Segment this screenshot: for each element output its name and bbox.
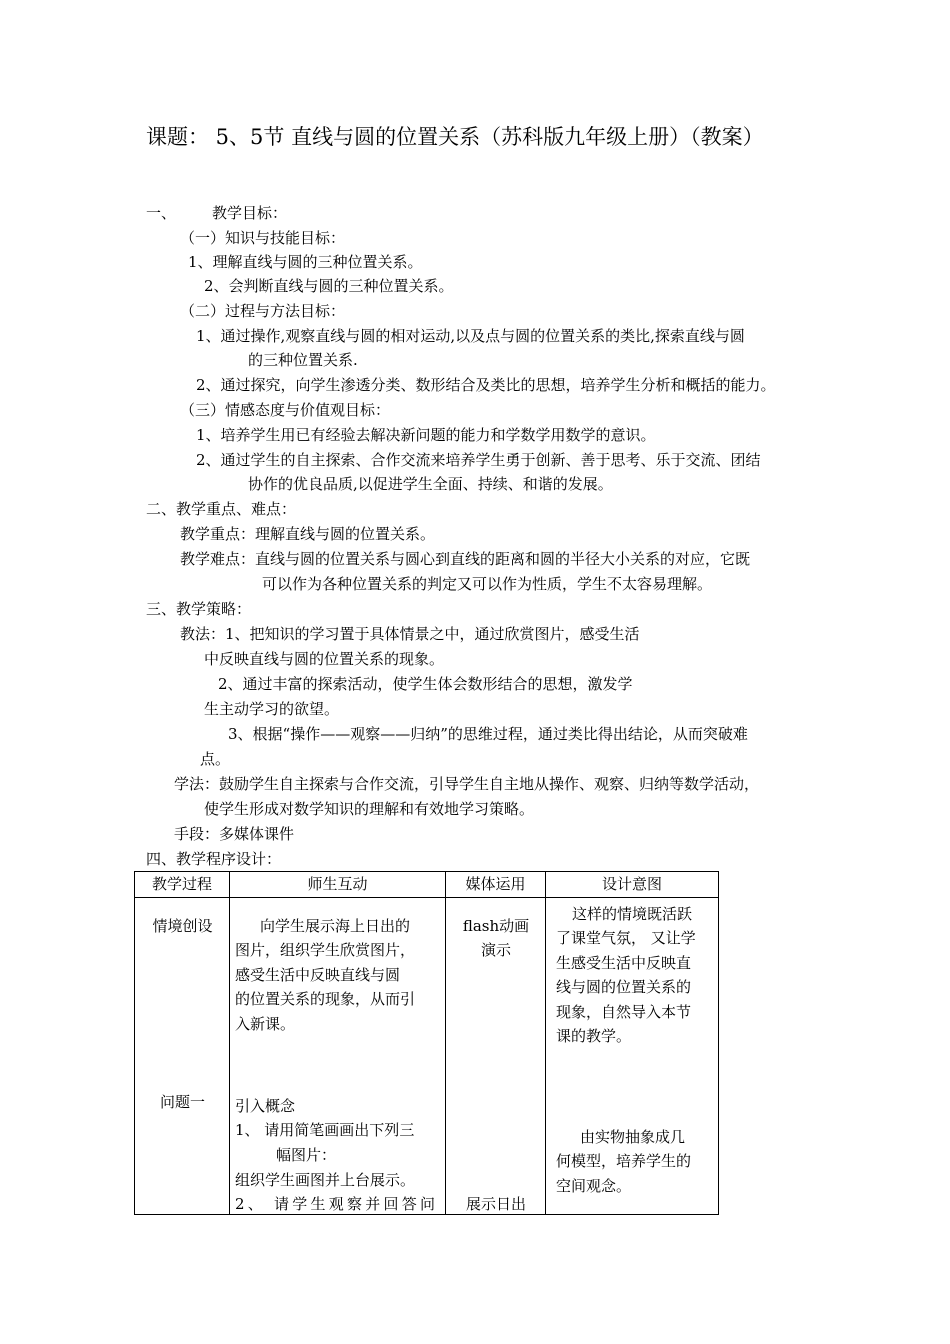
lesson-procedure-table — [134, 871, 719, 1215]
learning-method-line2: 使学生形成对数学知识的理解和有效地学习策略。 — [204, 800, 535, 818]
intent-p1-line2: 了课堂气氛， 又让学 — [556, 929, 696, 947]
media-sunrise: 展示日出 — [465, 1195, 526, 1213]
interaction-p2-line5: 2、 请学生观察并回答问 — [235, 1195, 435, 1213]
intent-p1-line1: 这样的情境既活跃 — [572, 905, 693, 923]
section-2-heading: 二、教学重点、难点： — [146, 500, 297, 518]
intent-p1-line5: 现象，自然导入本节 — [556, 1003, 692, 1021]
interaction-cell — [230, 898, 445, 1214]
difficulty-line2: 可以作为各种位置关系的判定又可以作为性质，学生不太容易理解。 — [262, 575, 713, 593]
process-cell — [135, 898, 229, 1214]
interaction-p2-line3: 幅图片： — [276, 1146, 337, 1164]
emotion-item-2-line1: 2、通过学生的自主探索、合作交流来培养学生勇于创新、善于思考、乐于交流、团结 — [196, 451, 761, 469]
interaction-p1-line3: 感受生活中反映直线与圆 — [235, 966, 401, 984]
media-cell — [446, 898, 545, 1214]
intent-p2-line2: 何模型，培养学生的 — [556, 1152, 692, 1170]
intent-p1-line4: 线与圆的位置关系的 — [556, 978, 692, 996]
key-point: 教学重点：理解直线与圆的位置关系。 — [180, 525, 436, 543]
teaching-method-2-line2: 生主动学习的欲望。 — [204, 700, 340, 718]
learning-method-line1: 学法：鼓励学生自主探索与合作交流，引导学生自主地从操作、观察、归纳等数学活动， — [174, 775, 760, 793]
subsection-emotion: （三）情感态度与价值观目标： — [180, 401, 391, 419]
section-1-number: 一、 — [146, 204, 177, 222]
interaction-p1-line2: 图片，组织学生欣赏图片， — [235, 941, 416, 959]
process-item-1-line1: 1、通过操作,观察直线与圆的相对运动,以及点与圆的位置关系的类比,探索直线与圆 — [196, 327, 745, 345]
intent-p2-line3: 空间观念。 — [556, 1177, 632, 1195]
interaction-p2-line1: 引入概念 — [235, 1097, 296, 1115]
intent-p1-line6: 课的教学。 — [556, 1027, 632, 1045]
process-item-1-line2: 的三种位置关系. — [248, 351, 358, 369]
media-flash-line2: 演示 — [480, 941, 511, 959]
process-item-2: 2、通过探究，向学生渗透分类、数形结合及类比的思想，培养学生分析和概括的能力。 — [196, 376, 776, 394]
intent-p2-line1: 由实物抽象成几 — [580, 1128, 686, 1146]
emotion-item-1: 1、培养学生用已有经验去解决新问题的能力和学数学用数学的意识。 — [196, 426, 656, 444]
emotion-item-2-line2: 协作的优良品质,以促进学生全面、持续、和谐的发展。 — [248, 475, 613, 493]
teaching-method-1-line1: 教法：1、把知识的学习置于具体情景之中，通过欣赏图片，感受生活 — [180, 625, 640, 643]
header-intent: 设计意图 — [546, 872, 719, 898]
stage-question-1: 问题一 — [159, 1093, 205, 1111]
section-1-heading: 教学目标： — [212, 204, 288, 222]
stage-situation: 情境创设 — [152, 917, 213, 935]
subsection-process: （二）过程与方法目标： — [180, 302, 346, 320]
document-title: 课题： 5、5节 直线与圆的位置关系（苏科版九年级上册）（教案） — [146, 125, 764, 149]
teaching-method-1-line2: 中反映直线与圆的位置关系的现象。 — [204, 650, 445, 668]
intent-p1-line3: 生感受生活中反映直 — [556, 954, 692, 972]
media-flash-line1: flash动画 — [462, 917, 530, 935]
interaction-p2-line4: 组织学生画图并上台展示。 — [235, 1171, 416, 1189]
teaching-means: 手段：多媒体课件 — [174, 825, 295, 843]
section-3-heading: 三、教学策略： — [146, 600, 252, 618]
intent-cell — [546, 898, 718, 1214]
header-interaction: 师生互动 — [230, 872, 446, 898]
section-4-heading: 四、教学程序设计： — [146, 850, 282, 868]
interaction-p1-line4: 的位置关系的现象，从而引 — [235, 990, 416, 1008]
table-row — [135, 898, 719, 1215]
knowledge-item-1: 1、理解直线与圆的三种位置关系。 — [188, 253, 423, 271]
header-media: 媒体运用 — [446, 872, 546, 898]
interaction-p2-line2: 1、 请用简笔画画出下列三 — [235, 1121, 415, 1139]
interaction-p1-line5: 入新课。 — [235, 1015, 296, 1033]
teaching-method-3-line1: 3、根据“操作——观察——归纳”的思维过程，通过类比得出结论，从而突破难 — [228, 725, 748, 743]
table-header-row — [135, 872, 719, 898]
interaction-p1-line1: 向学生展示海上日出的 — [260, 917, 411, 935]
knowledge-item-2: 2、会判断直线与圆的三种位置关系。 — [204, 277, 454, 295]
subsection-knowledge: （一）知识与技能目标： — [180, 229, 346, 247]
teaching-method-3-line2: 点。 — [200, 750, 231, 768]
header-process: 教学过程 — [135, 872, 230, 898]
teaching-method-2-line1: 2、通过丰富的探索活动，使学生体会数形结合的思想，激发学 — [218, 675, 633, 693]
difficulty-line1: 教学难点：直线与圆的位置关系与圆心到直线的距离和圆的半径大小关系的对应，它既 — [180, 550, 751, 568]
